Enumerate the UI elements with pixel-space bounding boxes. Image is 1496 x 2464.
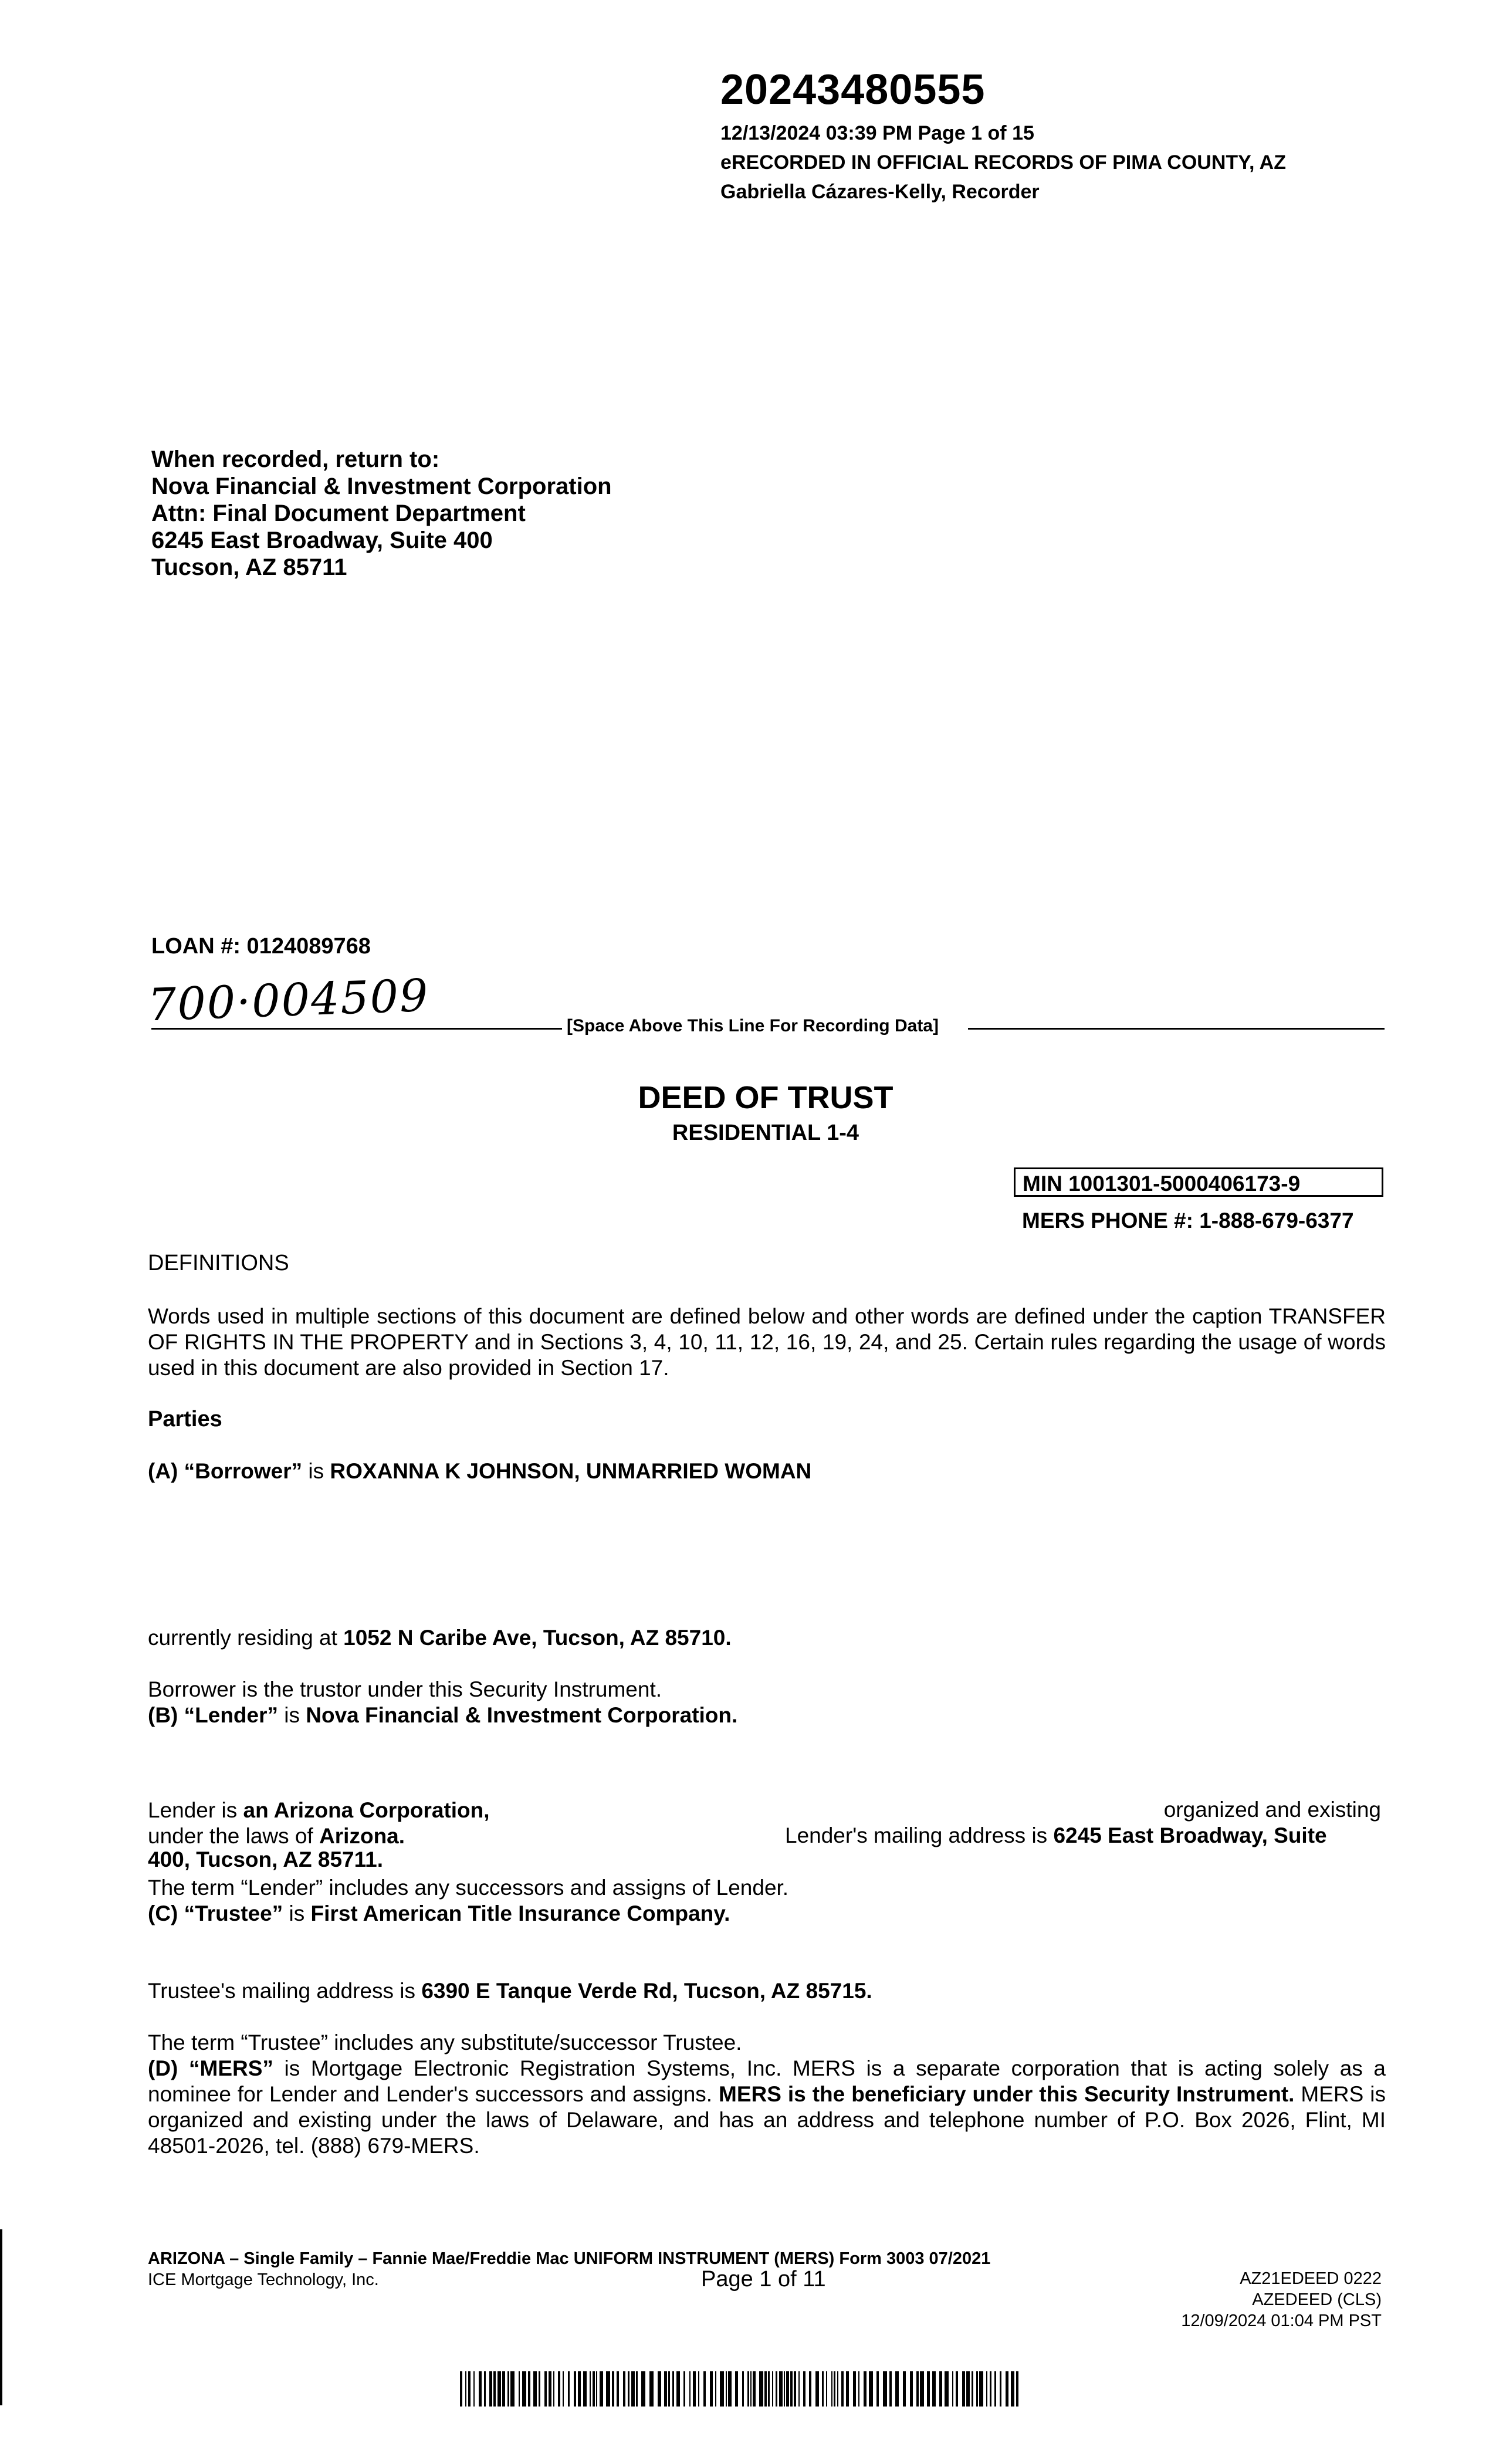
mers-beneficiary: MERS is the beneficiary under this Security Instrument.: [719, 2082, 1295, 2106]
form-timestamp: 12/09/2024 01:04 PM PST: [1181, 2311, 1382, 2330]
barcode-bar: [631, 2371, 635, 2407]
barcode-bar: [528, 2371, 530, 2407]
barcode-bar: [698, 2371, 699, 2407]
barcode-bar: [593, 2371, 595, 2407]
barcode-bar: [590, 2371, 591, 2407]
barcode-bar: [768, 2371, 770, 2407]
barcode-bar: [735, 2371, 738, 2407]
barcode-bar: [826, 2371, 827, 2407]
handwritten-number: 700·004509: [147, 969, 430, 1031]
barcode-bar: [544, 2371, 547, 2407]
barcode-bar: [779, 2371, 783, 2407]
barcode-bar: [932, 2371, 936, 2407]
trustee-mailing-line: [148, 1978, 1386, 2004]
barcode-bar: [869, 2371, 873, 2407]
barcode-bar: [1011, 2371, 1014, 2407]
barcode-bar: [484, 2371, 486, 2407]
document-subtitle: RESIDENTIAL 1-4: [672, 1121, 859, 1145]
barcode-bar: [612, 2371, 614, 2407]
barcode-bar: [939, 2371, 942, 2407]
trustee-term: The term “Trustee” includes any substitute/successor Trustee.: [148, 2030, 742, 2055]
form-line: [148, 2248, 990, 2269]
barcode-bar: [883, 2371, 887, 2407]
barcode-bar: [460, 2371, 462, 2407]
organized-existing: organized and existing: [1163, 1798, 1381, 1822]
barcode-bar: [803, 2371, 805, 2407]
barcode-bar: [664, 2371, 667, 2407]
barcode-bar: [493, 2371, 496, 2407]
barcode: [460, 2371, 1024, 2407]
barcode-bar: [834, 2371, 835, 2407]
barcode-bar: [837, 2371, 838, 2407]
form-footer: [148, 2248, 990, 2290]
barcode-bar: [507, 2371, 509, 2407]
barcode-bar: [864, 2371, 867, 2407]
barcode-bar: [553, 2371, 554, 2407]
barcode-bar: [972, 2371, 973, 2407]
barcode-bar: [772, 2371, 773, 2407]
barcode-bar: [715, 2371, 716, 2407]
trustee-mailing-address: 6390 E Tanque Verde Rd, Tucson, AZ 85715.: [421, 1979, 872, 2003]
barcode-bar: [1006, 2371, 1008, 2407]
mers-text-2: MERS is organized and existing under the laws of Delaware, and has an address and telephone number of P.O. Box 2026, Flint, MI 48501-2026, tel. (888) 679-MERS.: [148, 2082, 1386, 2158]
min-box: MIN 1001301-5000406173-9: [1014, 1167, 1383, 1197]
form-codes: [1181, 2268, 1382, 2331]
trustee-label: (C) “Trustee”: [148, 1901, 283, 1925]
barcode-bar: [563, 2371, 564, 2407]
barcode-bar: [596, 2371, 597, 2407]
barcode-bar: [473, 2371, 475, 2407]
barcode-bar: [916, 2371, 919, 2407]
return-to-line: Nova Financial & Investment Corporation: [151, 473, 612, 499]
barcode-bar: [549, 2371, 551, 2407]
return-to-line: Tucson, AZ 85711: [151, 554, 347, 580]
barcode-bar: [986, 2371, 987, 2407]
barcode-bar: [994, 2371, 996, 2407]
barcode-bar: [809, 2371, 811, 2407]
barcode-bar: [853, 2371, 856, 2407]
barcode-bar: [726, 2371, 727, 2407]
barcode-bar: [798, 2371, 800, 2407]
barcode-bar: [889, 2371, 892, 2407]
barcode-bar: [502, 2371, 505, 2407]
barcode-bar: [558, 2371, 560, 2407]
barcode-bar: [895, 2371, 899, 2407]
barcode-bar: [841, 2371, 844, 2407]
barcode-bar: [794, 2371, 796, 2407]
barcode-bar: [784, 2371, 785, 2407]
return-to-line: Attn: Final Document Department: [151, 500, 526, 526]
mers-definition: [148, 2056, 1386, 2159]
recording-number: 20243480555: [720, 66, 986, 113]
barcode-bar: [683, 2371, 685, 2407]
barcode-bar: [468, 2371, 471, 2407]
barcode-bar: [776, 2371, 777, 2407]
barcode-bar: [710, 2371, 713, 2407]
recording-divider-right: [968, 1028, 1385, 1030]
borrower-is: is: [302, 1459, 330, 1483]
borrower-label: (A) “Borrower”: [148, 1459, 303, 1483]
barcode-bar: [539, 2371, 540, 2407]
barcode-bar: [876, 2371, 879, 2407]
form-company: ICE Mortgage Technology, Inc.: [148, 2270, 379, 2289]
recording-county: eRECORDED IN OFFICIAL RECORDS OF PIMA COUNTY, AZ: [720, 151, 1287, 174]
recording-datetime: 12/13/2024 03:39 PM Page 1 of 15: [720, 122, 1034, 144]
barcode-bar: [956, 2371, 958, 2407]
barcode-bar: [979, 2371, 983, 2407]
under-laws-label: under the laws of: [148, 1824, 320, 1848]
barcode-bar: [510, 2371, 515, 2407]
lender-mailing-address-1: 6245 East Broadway, Suite: [1053, 1823, 1327, 1847]
barcode-bar: [976, 2371, 978, 2407]
mers-phone: MERS PHONE #: 1-888-679-6377: [1022, 1209, 1354, 1233]
lender-term: The term “Lender” includes any successors and assigns of Lender.: [148, 1876, 789, 1900]
barcode-bar: [764, 2371, 767, 2407]
barcode-bar: [649, 2371, 654, 2407]
barcode-bar: [641, 2371, 645, 2407]
barcode-bar: [753, 2371, 756, 2407]
barcode-bar: [927, 2371, 930, 2407]
barcode-bar: [747, 2371, 749, 2407]
barcode-bar: [846, 2371, 849, 2407]
trustee-is: is: [283, 1901, 311, 1925]
barcode-bar: [519, 2371, 520, 2407]
barcode-bar: [522, 2371, 526, 2407]
barcode-bar: [742, 2371, 744, 2407]
barcode-bar: [676, 2371, 680, 2407]
barcode-bar: [623, 2371, 625, 2407]
residing-address: 1052 N Caribe Ave, Tucson, AZ 85710.: [343, 1626, 732, 1650]
barcode-bar: [786, 2371, 789, 2407]
barcode-bar: [533, 2371, 537, 2407]
return-to-block: [151, 446, 612, 581]
barcode-bar: [966, 2371, 970, 2407]
barcode-bar: [910, 2371, 913, 2407]
recording-divider-left: [151, 1028, 562, 1030]
barcode-bar: [479, 2371, 482, 2407]
scan-edge-mark: [0, 2229, 2, 2405]
barcode-bar: [628, 2371, 629, 2407]
mers-text-1: is Mortgage Electronic Registration Systems, Inc. MERS is a separate corporation that is acting solely as a nominee for Lender and Lender's successors and assigns.: [148, 2056, 1386, 2106]
barcode-bar: [858, 2371, 859, 2407]
lender-is: is: [278, 1703, 306, 1727]
lender-mailing-line: [785, 1823, 1327, 1848]
parties-heading: Parties: [148, 1407, 222, 1431]
barcode-bar: [672, 2371, 674, 2407]
barcode-bar: [617, 2371, 619, 2407]
lender-label: (B) “Lender”: [148, 1703, 278, 1727]
barcode-bar: [1000, 2371, 1001, 2407]
mers-label: (D) “MERS”: [148, 2056, 273, 2080]
definitions-intro: Words used in multiple sections of this document are defined below and other words are defined under the caption TRANSFER OF RIGHTS IN THE PROPERTY and in Sections 3, 4, 10, 11, 12, 16, 19, 24, and 25. Certain rules regarding the usage of words used in this document are also provided in Section 17.: [148, 1304, 1386, 1380]
barcode-bar: [689, 2371, 691, 2407]
barcode-bar: [600, 2371, 603, 2407]
lender-mailing-label: Lender's mailing address is: [785, 1823, 1054, 1847]
borrower-line: [148, 1458, 1386, 1484]
barcode-bar: [759, 2371, 763, 2407]
trustee-line: [148, 1901, 1386, 1927]
barcode-bar: [945, 2371, 949, 2407]
barcode-bar: [636, 2371, 638, 2407]
residing-label: currently residing at: [148, 1626, 344, 1650]
lender-line: [148, 1703, 1386, 1728]
trustee-name: First American Title Insurance Company.: [310, 1901, 730, 1925]
barcode-bar: [574, 2371, 576, 2407]
barcode-bar: [952, 2371, 953, 2407]
definitions-heading: DEFINITIONS: [148, 1251, 289, 1275]
page-number: Page 1 of 11: [701, 2267, 826, 2292]
form-code: AZ21EDEED 0222: [1240, 2269, 1382, 2288]
barcode-bar: [703, 2371, 706, 2407]
barcode-bar: [990, 2371, 991, 2407]
loan-number: LOAN #: 0124089768: [151, 934, 371, 959]
barcode-bar: [668, 2371, 670, 2407]
form-state: ARIZONA: [148, 2249, 225, 2268]
barcode-bar: [578, 2371, 581, 2407]
barcode-bar: [693, 2371, 696, 2407]
barcode-bar: [822, 2371, 824, 2407]
barcode-bar: [920, 2371, 924, 2407]
residing-line: [148, 1625, 1386, 1651]
document-title: DEED OF TRUST: [638, 1080, 893, 1115]
return-to-heading: When recorded, return to:: [151, 446, 440, 472]
barcode-bar: [790, 2371, 793, 2407]
barcode-bar: [658, 2371, 661, 2407]
lender-name: Nova Financial & Investment Corporation.: [306, 1703, 738, 1727]
borrower-name: ROXANNA K JOHNSON, UNMARRIED WOMAN: [330, 1459, 812, 1483]
barcode-bar: [606, 2371, 610, 2407]
form-description: – Single Family – Fannie Mae/Freddie Mac UNIFORM INSTRUMENT (MERS) Form 3003 07/2021: [225, 2249, 991, 2268]
barcode-bar: [831, 2371, 832, 2407]
trustee-mailing-label: Trustee's mailing address is: [148, 1979, 422, 2003]
lender-is-label: Lender is: [148, 1798, 243, 1822]
barcode-bar: [1016, 2371, 1018, 2407]
space-above-label: [Space Above This Line For Recording Data]: [567, 1016, 939, 1035]
lender-entity: an Arizona Corporation,: [243, 1798, 490, 1822]
barcode-bar: [497, 2371, 501, 2407]
form-code: AZEDEED (CLS): [1252, 2290, 1382, 2309]
barcode-bar: [465, 2371, 466, 2407]
barcode-bar: [962, 2371, 965, 2407]
return-to-line: 6245 East Broadway, Suite 400: [151, 527, 493, 553]
barcode-bar: [568, 2371, 570, 2407]
lender-mailing-address-2: 400, Tucson, AZ 85711.: [148, 1847, 384, 1871]
state-name: Arizona.: [319, 1824, 405, 1848]
barcode-bar: [583, 2371, 587, 2407]
barcode-bar: [728, 2371, 732, 2407]
barcode-bar: [815, 2371, 819, 2407]
borrower-trustor: Borrower is the trustor under this Security Instrument.: [148, 1677, 662, 1701]
recorder-name: Gabriella Cázares-Kelly, Recorder: [720, 181, 1040, 203]
barcode-bar: [750, 2371, 752, 2407]
barcode-bar: [489, 2371, 492, 2407]
barcode-bar: [720, 2371, 724, 2407]
barcode-bar: [903, 2371, 906, 2407]
